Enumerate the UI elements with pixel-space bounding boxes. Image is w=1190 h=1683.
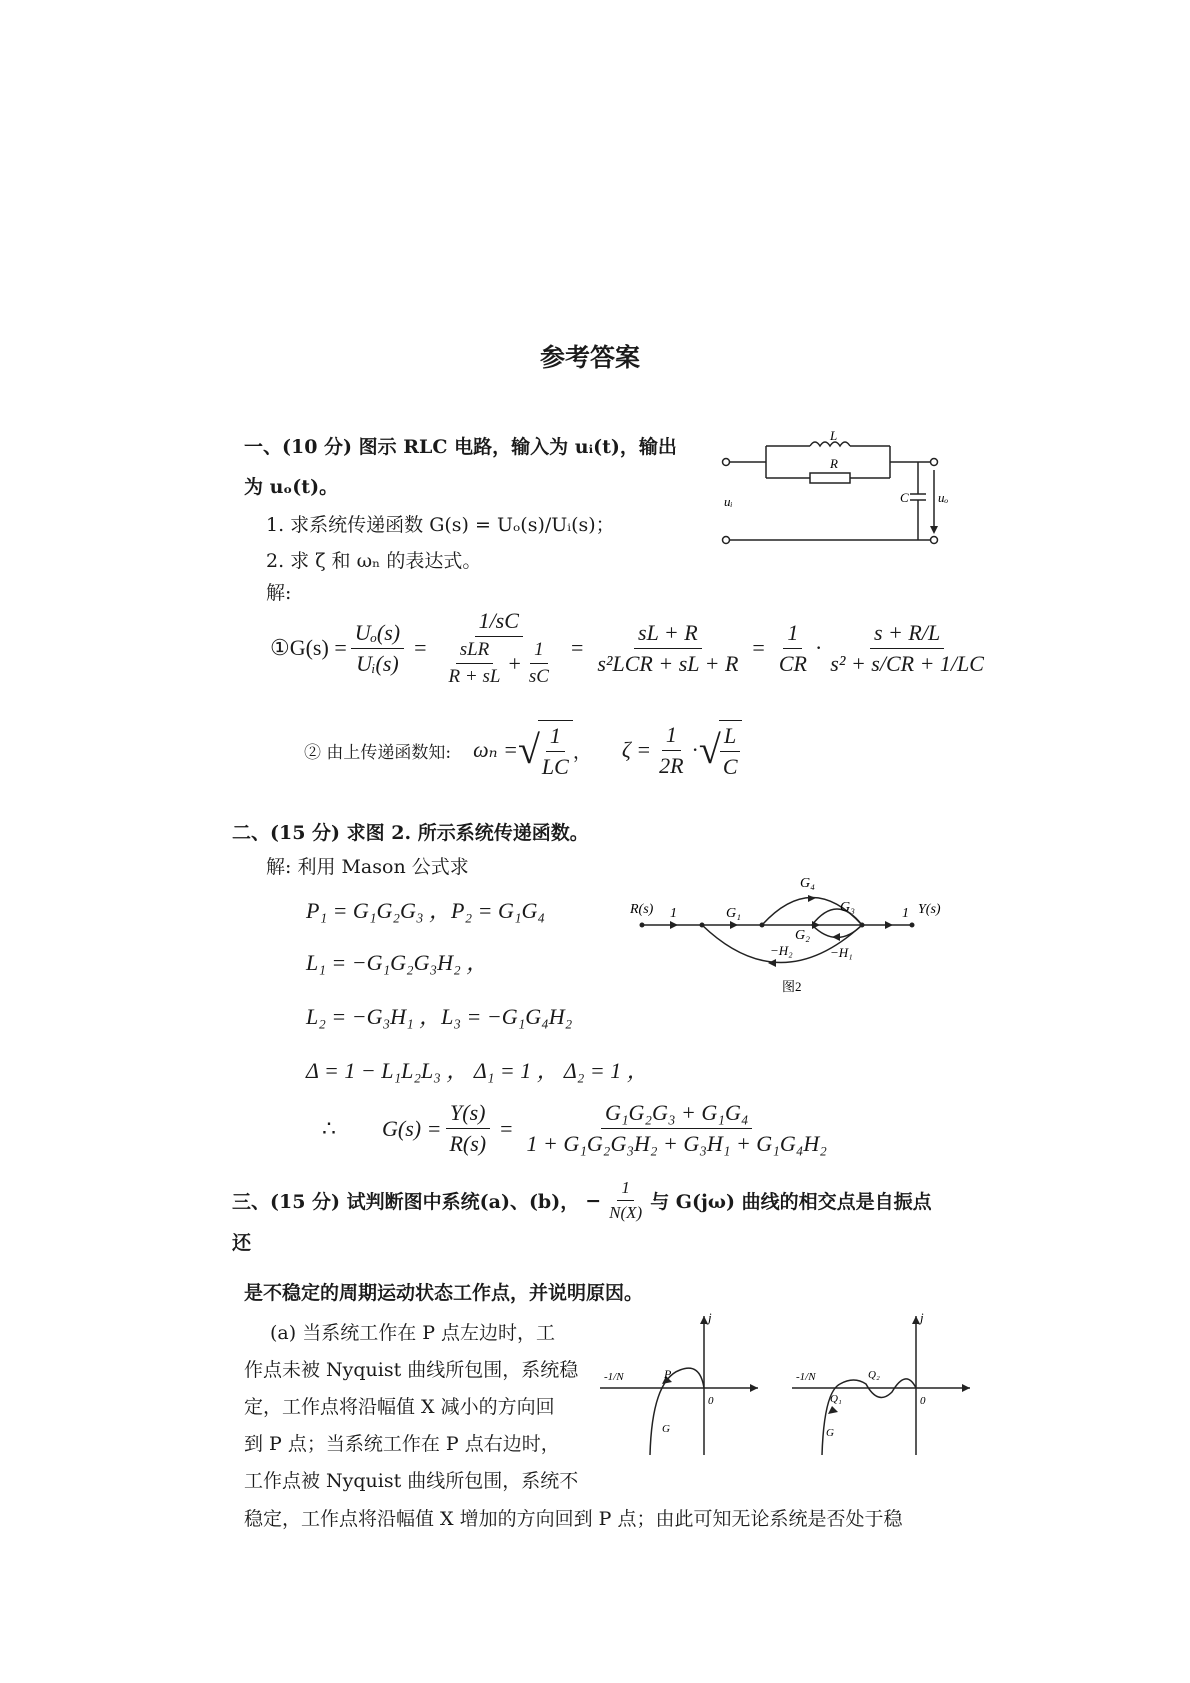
fig-b-G: G bbox=[826, 1427, 834, 1439]
eq2-wn-num: 1 bbox=[546, 723, 565, 752]
eq1-f4-num: 1 bbox=[783, 620, 802, 649]
sfg-label-H1: −H₁ bbox=[830, 945, 853, 960]
eq1-f2-den-a-num: sLR bbox=[456, 639, 494, 664]
q2-final-f1-num: Y(s) bbox=[446, 1100, 489, 1129]
fig-a-zero: 0 bbox=[708, 1395, 714, 1407]
fig-b-zero: 0 bbox=[920, 1395, 926, 1407]
eq2-zeta-frac bbox=[655, 722, 687, 779]
sfg-label-G3: G₃ bbox=[840, 900, 855, 915]
signal-flow-graph bbox=[630, 875, 960, 995]
fig-b-neg-label: -1/N bbox=[796, 1371, 816, 1383]
sfg-label-R: R(s) bbox=[630, 902, 654, 917]
eq1-f1-num: Uₒ(s) bbox=[351, 620, 404, 649]
q3-minus: − bbox=[585, 1189, 602, 1212]
q2-final-frac-1 bbox=[445, 1100, 490, 1157]
q2-final-f1-den: R(s) bbox=[449, 1131, 487, 1156]
page-title: 参考答案 bbox=[540, 343, 641, 372]
q3-last-line: 稳定，工作点将沿幅值 X 增加的方向回到 P 点；由此可知无论系统是否处于稳 bbox=[244, 1508, 903, 1530]
eq2-prefix: ② 由上传递函数知: bbox=[304, 742, 452, 763]
circuit-label-R: R bbox=[830, 456, 838, 471]
q3-para-5: 工作点被 Nyquist 曲线所包围，系统不 bbox=[244, 1470, 579, 1492]
q2-p-line: P₁ = G₁G₂G₃ ，P₂ = G₁G₄ bbox=[306, 898, 546, 923]
q3-describing-frac bbox=[605, 1178, 646, 1223]
q2-final-equation: ∴ G(s) = $\frac{Y(s)}{R(s)}$ = $\frac{\text{G₁G₂G₃ + G₁G₄}}{\text{1 + G₁G₂G₃H₂ + G₃H₁ + G₁G₄H₂}}$ bbox=[322, 1100, 835, 1157]
eq2-z2-den: C bbox=[722, 754, 738, 779]
q3-header bbox=[232, 1178, 932, 1223]
q2-solve: 解: 利用 Mason 公式求 bbox=[266, 856, 469, 878]
q3-frac-num: 1 bbox=[617, 1178, 634, 1201]
q3-header-line2: 还 bbox=[232, 1232, 252, 1254]
q3-line3: 是不稳定的周期运动状态工作点，并说明原因。 bbox=[244, 1282, 644, 1304]
eq1-f2-den bbox=[437, 637, 561, 688]
q2-final-lhs: G(s) = bbox=[382, 1115, 442, 1141]
q1-item1: 1. 求系统传递函数 G(s) = Uₒ(s)/Uᵢ(s)； bbox=[266, 514, 615, 536]
eq1-fraction-4 bbox=[775, 620, 811, 677]
q2-header: 二、(15 分) 求图 2. 所示系统传递函数。 bbox=[232, 822, 589, 844]
eq2-dot: · bbox=[691, 737, 699, 762]
q3-para-3: 定，工作点将沿幅值 X 减小的方向回 bbox=[244, 1396, 555, 1418]
eq1-f3-den: s²LCR + sL + R bbox=[597, 650, 739, 676]
q2-l1-line: L₁ = −G₁G₂G₃H₂ ， bbox=[306, 950, 489, 975]
eq2-z2-num: L bbox=[720, 723, 740, 752]
eq1-dot: · bbox=[814, 635, 823, 660]
sfg-label-one-in: 1 bbox=[670, 906, 677, 921]
sfg-label-G1: G₁ bbox=[726, 906, 741, 921]
eq1-f1-den: Uᵢ(s) bbox=[356, 650, 399, 676]
circuit-label-C: C bbox=[900, 490, 909, 505]
eq1-f2-den-b-den: sC bbox=[528, 666, 549, 687]
eq2-z-den: 2R bbox=[659, 752, 684, 778]
circuit-label-ui: uᵢ bbox=[724, 494, 733, 509]
fig-b-Q2: Q₂ bbox=[868, 1369, 880, 1381]
eq1-fraction-2 bbox=[437, 608, 561, 688]
sfg-label-one-out: 1 bbox=[902, 906, 909, 921]
eq2-separator: ， bbox=[572, 740, 592, 763]
eq1-f3-num: sL + R bbox=[634, 620, 702, 649]
q3-header-post: 与 G(jω) 曲线的相交点是自振点 bbox=[650, 1191, 932, 1213]
q2-l2-line: L₂ = −G₃H₁ ，L₃ = −G₁G₄H₂ bbox=[306, 1004, 573, 1029]
rlc-circuit-diagram bbox=[720, 430, 950, 550]
q2-final-f2-den: 1 + G₁G₂G₃H₂ + G₃H₁ + G₁G₄H₂ bbox=[526, 1131, 827, 1156]
q3-frac-den: N(X) bbox=[609, 1203, 643, 1222]
q2-final-f2-num: G₁G₂G₃ + G₁G₄ bbox=[601, 1100, 753, 1129]
nyquist-figure-b bbox=[792, 1310, 972, 1460]
eq1-f2-den-b-num: 1 bbox=[530, 639, 548, 664]
q3-para-1: (a) 当系统工作在 P 点左边时，工 bbox=[270, 1322, 556, 1344]
eq2-wn-label: ωₙ = bbox=[473, 737, 518, 762]
eq1-f4-den: CR bbox=[778, 650, 807, 676]
q1-solve-label: 解: bbox=[266, 582, 292, 604]
q3-para-2: 作点未被 Nyquist 曲线所包围，系统稳 bbox=[244, 1359, 579, 1381]
q1-item2: 2. 求 ζ 和 ωₙ 的表达式。 bbox=[266, 550, 482, 572]
fig-b-Q1: Q₁ bbox=[830, 1393, 842, 1405]
q1-equation-2 bbox=[304, 720, 742, 780]
q2-final-frac-2 bbox=[523, 1100, 831, 1157]
fig-b-j: j bbox=[920, 1310, 924, 1325]
fig-a-P: P bbox=[664, 1367, 672, 1381]
fig-a-j: j bbox=[708, 1310, 712, 1325]
eq1-f2-den-a-den: R + sL bbox=[448, 666, 501, 687]
fig-a-G: G bbox=[662, 1423, 670, 1435]
sfg-label-H2: −H₂ bbox=[770, 943, 793, 958]
eq1-f5-num: s + R/L bbox=[870, 620, 944, 649]
q3-header-pre: 三、(15 分) 试判断图中系统(a)、(b)， bbox=[232, 1191, 580, 1213]
eq1-fraction-1 bbox=[351, 620, 404, 677]
eq1-fraction-3 bbox=[593, 620, 742, 677]
q1-equation-1: ①G(s) = $\frac{\text{Uₒ(s)}}{\text{Uᵢ(s)}}$ = 1/sC $\frac{\text{sLR}}{R + sL}$ + $\frac{1}{sC}$ = $\frac{sL + R}{\text{s²LCR + sL + R}}$ = $\frac{1}{CR}$ · $\frac{s + R/L}{\text{s² + s/CR + 1/LC}}$ bbox=[270, 608, 992, 688]
eq1-f5-den: s² + s/CR + 1/LC bbox=[830, 650, 984, 676]
q1-header-line2: 为 uₒ(t)。 bbox=[244, 476, 339, 498]
eq2-z-num: 1 bbox=[662, 722, 681, 751]
q3-para-4: 到 P 点；当系统工作在 P 点右边时， bbox=[244, 1433, 560, 1455]
eq1-f2-num: 1/sC bbox=[475, 608, 523, 637]
sfg-label-G4: G₄ bbox=[800, 876, 815, 891]
nyquist-figure-a bbox=[600, 1310, 760, 1460]
circuit-label-L: L bbox=[830, 430, 838, 443]
sfg-label-G2: G₂ bbox=[795, 928, 810, 943]
sfg-caption: 图2 bbox=[782, 979, 802, 994]
q2-therefore: ∴ bbox=[322, 1115, 336, 1141]
fig-a-neg-label: -1/N bbox=[604, 1371, 624, 1383]
eq2-wn-den: LC bbox=[541, 754, 569, 779]
eq1-fraction-5 bbox=[826, 620, 988, 677]
eq2-wn-sqrt: √ $\frac{1}{LC}$ bbox=[518, 720, 573, 780]
circuit-label-uo: uₒ bbox=[938, 490, 949, 505]
q1-header-line1: 一、(10 分) 图示 RLC 电路，输入为 uᵢ(t)，输出 bbox=[244, 436, 677, 458]
eq1-prefix: ①G(s) = bbox=[270, 635, 347, 660]
eq2-zeta-label: ζ = bbox=[621, 737, 652, 762]
eq2-zeta-sqrt: √ $\frac{L}{C}$ bbox=[699, 720, 742, 780]
sfg-label-Y: Y(s) bbox=[918, 902, 941, 917]
q2-delta-line: Δ = 1 − L₁L₂L₃ ， Δ₁ = 1 ， Δ₂ = 1 ， bbox=[306, 1058, 649, 1083]
eq1-f2-den-plus: + bbox=[508, 650, 521, 676]
